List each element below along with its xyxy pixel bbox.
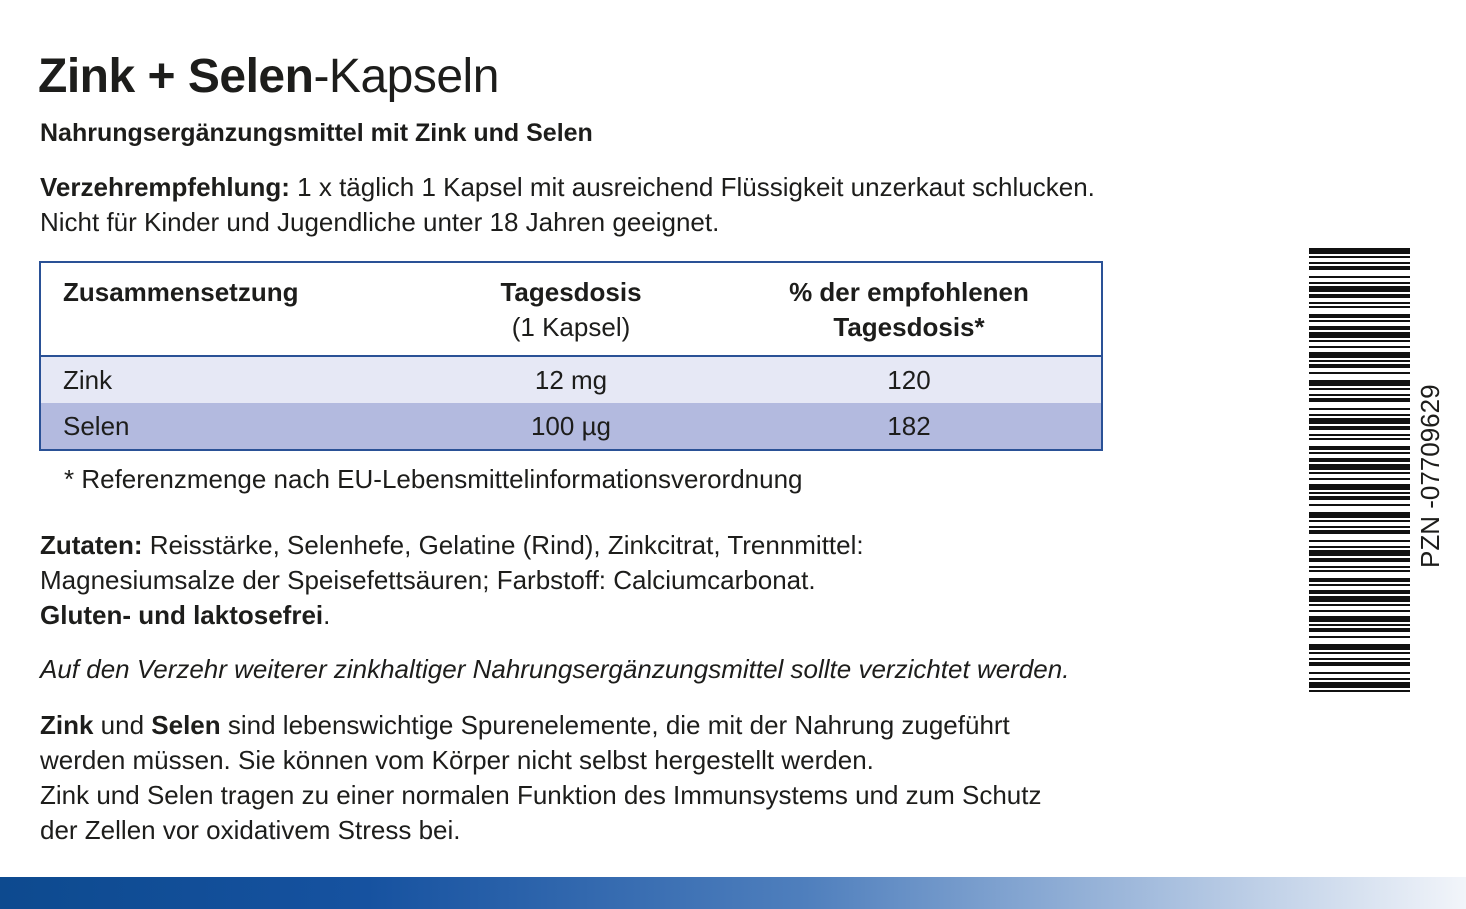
barcode-bar: [1309, 426, 1410, 430]
barcode-bar: [1309, 672, 1410, 674]
barcode-bar: [1309, 438, 1410, 440]
table-row: [41, 403, 1101, 449]
nutrient-dose: 100 µg: [530, 411, 612, 441]
barcode-bar: [1309, 566, 1410, 568]
header-daily-dose: [421, 275, 721, 345]
info-line-1: sind lebenswichtige Spurenelemente, die mit der Nahrung zugeführt: [220, 710, 1010, 740]
barcode-bar: [1309, 570, 1410, 572]
barcode-bar: [1309, 546, 1410, 548]
title-kapseln: -Kapseln: [313, 50, 499, 103]
barcode-bar: [1309, 286, 1410, 292]
header-percent-line-1: % der empfohlenen: [789, 277, 1029, 307]
barcode-bar: [1309, 540, 1410, 542]
barcode-bar: [1309, 380, 1410, 386]
footnote: * Referenzmenge nach EU-Lebensmittelinformationsverordnung: [64, 464, 803, 494]
header-dose-sub: (1 Kapsel): [511, 312, 631, 342]
barcode-bar: [1309, 616, 1410, 622]
barcode-bar: [1309, 414, 1410, 416]
nutrition-table-header: [41, 263, 1101, 357]
barcode-bar: [1309, 504, 1410, 506]
nutrient-percent: 182: [887, 411, 931, 441]
barcode-bar: [1309, 652, 1410, 654]
info-selen: Selen: [151, 710, 221, 740]
barcode-bar: [1309, 282, 1410, 284]
barcode-bar: [1309, 512, 1410, 518]
barcode-bar: [1309, 550, 1410, 556]
barcode-bar: [1309, 434, 1410, 436]
footer-gradient-bar: [0, 877, 1466, 909]
barcode-bar: [1309, 604, 1410, 606]
barcode-bar: [1309, 558, 1410, 562]
barcode-bar: [1309, 658, 1410, 660]
barcode-bar: [1309, 678, 1410, 680]
barcode-bar: [1309, 610, 1410, 612]
barcode-bar: [1309, 690, 1410, 692]
ingredients-line-1: Reisstärke, Selenhefe, Gelatine (Rind), Zinkcitrat, Trennmittel:: [142, 530, 864, 560]
barcode-bar: [1309, 530, 1410, 534]
barcode-bar: [1309, 596, 1410, 602]
product-subtitle: Nahrungsergänzungsmittel mit Zink und Selen: [40, 119, 593, 147]
gluten-lactose-free-end: .: [323, 600, 331, 630]
barcode-bar: [1309, 346, 1410, 348]
barcode-bar: [1309, 590, 1410, 594]
barcode-bar: [1309, 302, 1410, 304]
barcode-bar: [1309, 492, 1410, 494]
info-line-3: Zink und Selen tragen zu einer normalen Funktion des Immunsystems und zum Schutz: [40, 780, 1042, 810]
nutrient-dose: 12 mg: [534, 365, 608, 395]
barcode-bar: [1309, 484, 1410, 490]
info-line-2: werden müssen. Sie können vom Körper nicht selbst hergestellt werden.: [40, 745, 874, 775]
barcode-bar: [1309, 256, 1410, 258]
barcode-bar: [1309, 294, 1410, 298]
barcode-bar: [1309, 394, 1410, 396]
barcode-bar: [1309, 248, 1410, 254]
barcode-bar: [1309, 340, 1410, 342]
header-percent-line-2: Tagesdosis*: [833, 312, 985, 342]
info-und: und: [93, 710, 152, 740]
barcode-bar: [1309, 372, 1410, 374]
header-composition-label: Zusammensetzung: [63, 277, 299, 307]
barcode-bar: [1309, 352, 1410, 358]
barcode-bar: [1309, 662, 1410, 666]
barcode-bar: [1309, 496, 1410, 500]
barcode-bar: [1309, 578, 1410, 582]
barcode-bar: [1309, 452, 1410, 454]
barcode-bar: [1309, 644, 1410, 650]
ingredients-label: Zutaten:: [40, 530, 143, 560]
nutrition-table: [39, 261, 1103, 451]
barcode-bar: [1309, 408, 1410, 410]
info-zink: Zink: [40, 710, 94, 740]
barcode-bar: [1309, 320, 1410, 322]
title-selen: Selen: [187, 50, 314, 103]
barcode-bar: [1309, 526, 1410, 528]
header-dose-label: Tagesdosis: [500, 277, 642, 307]
table-row: [41, 357, 1101, 403]
nutrient-name: Zink: [63, 365, 113, 395]
barcode-bar: [1309, 314, 1410, 318]
barcode-bar: [1309, 388, 1410, 390]
ingredients: [40, 528, 864, 633]
barcode-bar: [1309, 326, 1410, 330]
nutrient-name: Selen: [63, 411, 130, 441]
info-line-4: der Zellen vor oxidativem Stress bei.: [40, 815, 461, 845]
intake-label: Verzehrempfehlung:: [40, 172, 290, 202]
warning-note: Auf den Verzehr weiterer zinkhaltiger Nahrungsergänzungsmittel sollte verzichtet werden.: [40, 654, 1070, 684]
barcode-bar: [1309, 458, 1410, 462]
barcode-bar: [1309, 682, 1410, 688]
barcode-bar: [1309, 464, 1410, 470]
title-zink: Zink: [38, 50, 135, 103]
header-percent: [739, 275, 1079, 345]
gluten-lactose-free: Gluten- und laktosefrei: [40, 600, 324, 630]
barcode-bar: [1309, 624, 1410, 626]
nutrient-percent: 120: [887, 365, 931, 395]
barcode-bar: [1309, 636, 1410, 638]
barcode-bar: [1309, 446, 1410, 450]
barcode-bar: [1309, 276, 1410, 278]
barcode-bar: [1309, 478, 1410, 480]
intake-recommendation: [40, 170, 1095, 240]
barcode-bar: [1309, 306, 1410, 308]
barcode-bar: [1309, 520, 1410, 522]
barcode-bar: [1309, 472, 1410, 474]
intake-line-1: 1 x täglich 1 Kapsel mit ausreichend Flüssigkeit unzerkaut schlucken.: [289, 172, 1095, 202]
pzn-number: PZN -07709629: [1415, 384, 1445, 568]
barcode-bar: [1309, 398, 1410, 402]
ingredients-line-2: Magnesiumsalze der Speisefettsäuren; Farbstoff: Calciumcarbonat.: [40, 565, 816, 595]
barcode-bar: [1309, 360, 1410, 362]
info-text: [40, 708, 1042, 848]
barcode-bar: [1309, 584, 1410, 586]
barcode-bar: [1309, 266, 1410, 270]
header-composition: [63, 275, 299, 310]
barcode-bar: [1309, 628, 1410, 632]
intake-line-2: Nicht für Kinder und Jugendliche unter 18 Jahren geeignet.: [40, 207, 720, 237]
barcode-bar: [1309, 262, 1410, 264]
product-title: [38, 48, 499, 106]
barcode-bar: [1309, 332, 1410, 338]
title-plus: +: [134, 50, 188, 103]
barcode-icon: [1309, 248, 1410, 692]
barcode-bar: [1309, 418, 1410, 424]
barcode-bar: [1309, 364, 1410, 368]
